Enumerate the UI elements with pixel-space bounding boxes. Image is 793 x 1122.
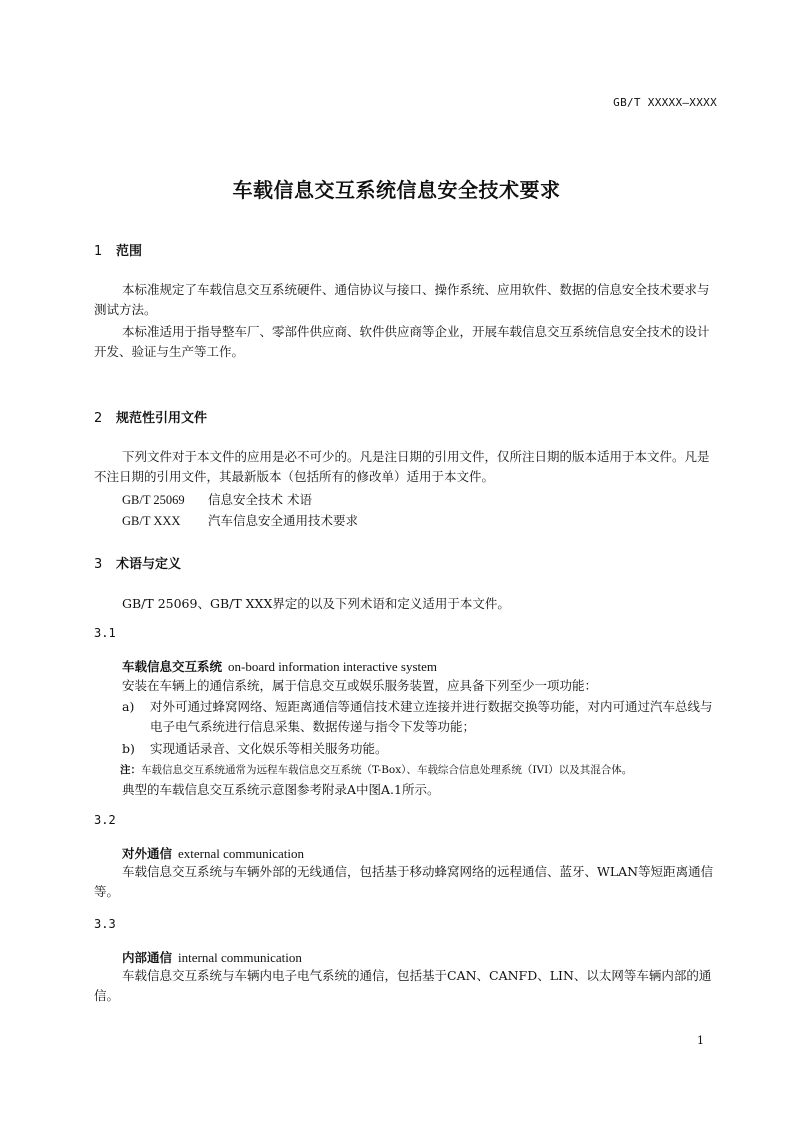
- term-extra: 典型的车载信息交互系统示意图参考附录A中图A.1所示。: [122, 782, 440, 797]
- document-code: GB/T XXXXX—XXXX: [613, 96, 717, 109]
- section-2-heading: [94, 407, 207, 426]
- term-number: 3.2: [94, 813, 116, 827]
- term-chinese: 车载信息交互系统: [122, 659, 223, 674]
- term-definition: 车载信息交互系统与车辆内电子电气系统的通信，包括基于CAN、CANFD、LIN、以太网等车辆内部的通信。: [94, 968, 712, 1003]
- section-number: 3: [94, 557, 103, 572]
- section-1-para-1: 本标准规定了车载信息交互系统硬件、通信协议与接口、操作系统、应用软件、数据的信息安全技术要求与测试方法。: [94, 282, 710, 317]
- section-title: 范围: [116, 244, 143, 259]
- section-title: 规范性引用文件: [116, 411, 208, 426]
- list-item: [122, 697, 716, 737]
- section-1-para-2: 本标准适用于指导整车厂、零部件供应商、软件供应商等企业，开展车载信息交互系统信息安全技术的设计开发、验证与生产等工作。: [94, 324, 710, 359]
- term-english: on-board information interactive system: [228, 659, 438, 674]
- note-text: 车载信息交互系统通常为远程车载信息交互系统（T-Box）、车载综合信息处理系统（IVI）以及其混合体。: [141, 764, 633, 776]
- reference-code: GB/T XXX: [122, 514, 181, 528]
- term-chinese: 对外通信: [122, 846, 173, 861]
- list-item-label: a): [122, 699, 135, 714]
- term-definition: 安装在车辆上的通信系统，属于信息交互或娱乐服务装置，应具备下列至少一项功能：: [122, 678, 598, 693]
- term-chinese: 内部通信: [122, 950, 173, 965]
- term-heading: [122, 948, 302, 966]
- term-heading: [122, 844, 304, 862]
- list-item-label: b): [122, 741, 135, 756]
- list-item: [122, 739, 716, 759]
- term-definition: 车载信息交互系统与车辆外部的无线通信，包括基于移动蜂窝网络的远程通信、蓝牙、WLAN等短距离通信等。: [94, 864, 714, 899]
- section-number: 2: [94, 411, 103, 426]
- section-3-intro: GB/T 25069、GB/T XXX界定的以及下列术语和定义适用于本文件。: [122, 596, 510, 611]
- page-number: 1: [697, 1034, 704, 1047]
- section-number: 1: [94, 244, 103, 259]
- list-item-text: 对外可通过蜂窝网络、短距离通信等通信技术建立连接并进行数据交换等功能，对内可通过汽车总线与电子电气系统进行信息采集、数据传递与指令下发等功能；: [150, 699, 713, 734]
- term-number: 3.1: [94, 626, 116, 640]
- list-item-text: 实现通话录音、文化娱乐等相关服务功能。: [150, 741, 388, 756]
- term-english: external communication: [178, 846, 304, 861]
- note-label: 注：: [120, 764, 141, 776]
- term-note: [120, 762, 632, 777]
- section-title: 术语与定义: [116, 557, 182, 572]
- section-3-heading: [94, 553, 181, 572]
- reference-title: 汽车信息安全通用技术要求: [208, 513, 359, 528]
- section-2-para: 下列文件对于本文件的应用是必不可少的。凡是注日期的引用文件，仅所注日期的版本适用于本文件。凡是不注日期的引用文件，其最新版本（包括所有的修改单）适用于本文件。: [94, 449, 710, 484]
- term-number: 3.3: [94, 917, 116, 931]
- reference-code: GB/T 25069: [122, 493, 185, 507]
- normative-reference: [122, 511, 358, 529]
- term-english: internal communication: [178, 950, 302, 965]
- term-heading: [122, 657, 437, 675]
- reference-title: 信息安全技术 术语: [208, 492, 312, 507]
- normative-reference: [122, 490, 312, 508]
- page-title: 车载信息交互系统信息安全技术要求: [232, 178, 561, 202]
- section-1-heading: [94, 240, 142, 259]
